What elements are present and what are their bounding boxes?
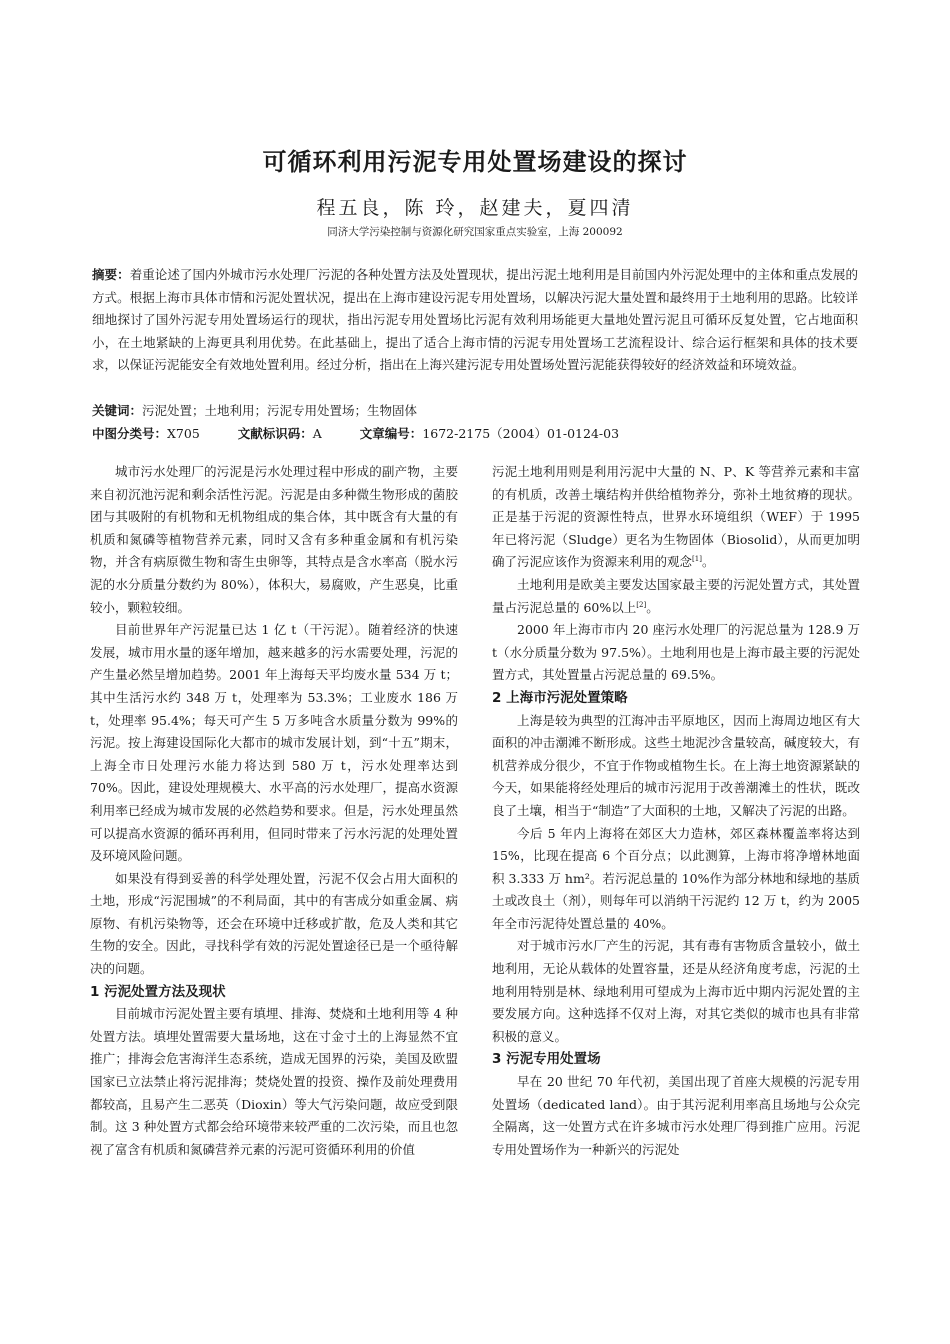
- paper-title: 可循环利用污泥专用处置场建设的探讨: [262, 148, 688, 176]
- punctuation: 。: [646, 599, 659, 615]
- doc-code: A: [312, 426, 322, 441]
- keywords: [92, 401, 858, 421]
- paragraph: 2000 年上海市市内 20 座污水处理厂的污泥总量为 128.9 万 t（水分质量分数为 97.5%）。土地利用也是上海市最主要的污泥处置方式，其处置量占污泥总量的 69.5%。: [492, 622, 860, 683]
- paragraph: [492, 461, 860, 574]
- paragraph: 目前城市污泥处置主要有填埋、排海、焚烧和土地利用等 4 种处置方法。填埋处置需要大量场地，这在寸金寸土的上海显然不宜推广；排海会危害海洋生态系统，造成无国界的污染，美国及欧盟国家已立法禁止将污泥排海；焚烧处置的投资、操作及前处理费用都较高，且易产生二恶英（Dioxin）等大气污染问题，故应受到限制。这 3 种处置方式都会给环境带来较严重的二次污染，而且也忽视了富含有机质和氮磷营养元素的污泥可资循环利用的价值: [90, 1006, 458, 1157]
- abstract-text: 着重论述了国内外城市污水处理厂污泥的各种处置方法及处置现状，提出污泥土地利用是目前国内外污泥处理中的主体和重点发展的方式。根据上海市具体市情和污泥处置状况，提出在上海市建设污泥专用处置场，以解决污泥大量处置和最终用于土地利用的思路。比较详细地探讨了国外污泥专用处置场运行的现状，指出污泥专用处置场比污泥有效利用场能更大量地处置污泥且可循环反复处置，它占地面积小，在土地紧缺的上海更具利用优势。在此基础上，提出了适合上海市情的污泥专用处置场工艺流程设计、综合运行框架和具体的技术要求，以保证污泥能安全有效地处置利用。经过分析，指出在上海兴建污泥专用处置场处置污泥能获得较好的经济效益和环境效益。: [92, 267, 858, 372]
- section-heading-1: 1 污泥处置方法及现状: [90, 983, 226, 1000]
- article-number: 1672-2175（2004）01-0124-03: [422, 426, 620, 441]
- keywords-text: 污泥处置；土地利用；污泥专用处置场；生物固体: [142, 403, 418, 418]
- citation-ref: [2]: [636, 600, 647, 609]
- doc-code-label: 文献标识码：: [237, 426, 313, 441]
- paragraph-text: 土地利用是欧美主要发达国家最主要的污泥处置方式，其处置量占污泥总量的 60%以上: [492, 576, 860, 615]
- section-heading-2: 2 上海市污泥处置策略: [492, 689, 628, 706]
- paragraph: 目前世界年产污泥量已达 1 亿 t（干污泥）。随着经济的快速发展，城市用水量的逐年增加，越来越多的污水需要处理，污泥的产生量必然呈增加趋势。2001 年上海每天平均废水量 534 万 t；其中生活污水约 348 万 t，处理率为 53.3%；工业废水 186 万 t，处理率 95.4%；每天可产生 5 万多吨含水质量分数为 99%的污泥。按上海建设国际化大都市的城市发展计划，到“十五”期末，上海全市日处理污水能力将达到 580 万 t，污水处理率达到 70%。因此，建设处理规模大、水平高的污水处理厂，提高水资源利用率已经成为城市发展的必然趋势和要求。但是，污水处理虽然可以提高水资源的循环再利用，但同时带来了污水污泥的处理处置及环境风险问题。: [90, 622, 458, 864]
- abstract: [92, 264, 858, 377]
- paragraph: 今后 5 年内上海将在郊区大力造林，郊区森林覆盖率将达到 15%，比现在提高 6 个百分点；以此测算，上海市将净增林地面积 3.333 万 hm²。若污泥总量的 10%作为部分林地和绿地的基质土或改良土（剂），则每年可以消纳干污泥约 12 万 t，约为 2005 年全市污泥待处置总量的 40%。: [492, 825, 860, 931]
- abstract-label: 摘要：: [92, 267, 130, 282]
- article-number-label: 文章编号：: [359, 426, 423, 441]
- clc-number: X705: [167, 426, 200, 441]
- punctuation: 。: [701, 554, 715, 570]
- paragraph: 早在 20 世纪 70 年代初，美国出现了首座大规模的污泥专用处置场（dedicated land）。由于其污泥利用率高且场地与公众完全隔离，这一处置方式在许多城市污水处理厂得到推广应用。污泥专用处置场作为一种新兴的污泥处: [492, 1074, 860, 1157]
- affiliation: 同济大学污染控制与资源化研究国家重点实验室，上海 200092: [327, 226, 623, 238]
- body-column-left: [90, 461, 458, 1161]
- authors: 程五良，陈 玲，赵建夫，夏四清: [316, 197, 634, 219]
- paragraph: 上海是较为典型的江海冲击平原地区，因而上海周边地区有大面积的冲击潮滩不断形成。这些土地泥沙含量较高，碱度较大，有机营养成分很少，不宜于作物或植物生长。在上海土地资源紧缺的今天，如果能将经处理后的城市污泥用于改善潮滩土的性状，既改良了土壤，相当于“制造”了大面积的土地，又解决了污泥的出路。: [492, 712, 860, 818]
- paragraph-text: 污泥土地利用则是利用污泥中大量的 N、P、K 等营养元素和丰富的有机质，改善土壤结构并供给植物养分，弥补土地贫瘠的现状。正是基于污泥的资源性特点，世界水环境组织（WEF）于 1995 年已将污泥（Sludge）更名为生物固体（Biosolid），从而更加明确了污泥应该作为资源来利用的观念: [492, 464, 860, 570]
- citation-ref: [1]: [692, 555, 702, 564]
- keywords-label: 关键词：: [92, 403, 143, 418]
- paragraph: 城市污水处理厂的污泥是污水处理过程中形成的副产物，主要来自初沉池污泥和剩余活性污泥。污泥是由多种微生物形成的菌胶团与其吸附的有机物和无机物组成的集合体，其中既含有大量的有机质和氮磷等植物营养元素，同时又含有多种重金属和有机污染物，并含有病原微生物和寄生虫卵等，其特点是含水率高（脱水污泥的水分质量分数约为 80%），体积大，易腐败，产生恶臭，比重较小，颗粒较细。: [90, 464, 458, 615]
- paragraph: [492, 574, 860, 619]
- classification-line: [92, 424, 858, 444]
- clc-label: 中图分类号：: [92, 426, 168, 441]
- paragraph: 对于城市污水厂产生的污泥，其有毒有害物质含量较小，做土地利用，无论从载体的处置容量，还是从经济角度考虑，污泥的土地利用特别是林、绿地利用可望成为上海市近中期内污泥处置的主要发展方向。这种选择不仅对上海，对其它类似的城市也具有非常积极的意义。: [492, 938, 860, 1044]
- body-column-right: [492, 461, 860, 1161]
- paragraph: 如果没有得到妥善的科学处理处置，污泥不仅会占用大面积的土地，形成“污泥围城”的不利局面，其中的有害成分如重金属、病原物、有机污染物等，还会在环境中迁移或扩散，危及人类和其它生物的安全。因此，寻找科学有效的污泥处置途径已是一个亟待解决的问题。: [90, 870, 458, 977]
- section-heading-3: 3 污泥专用处置场: [492, 1051, 601, 1068]
